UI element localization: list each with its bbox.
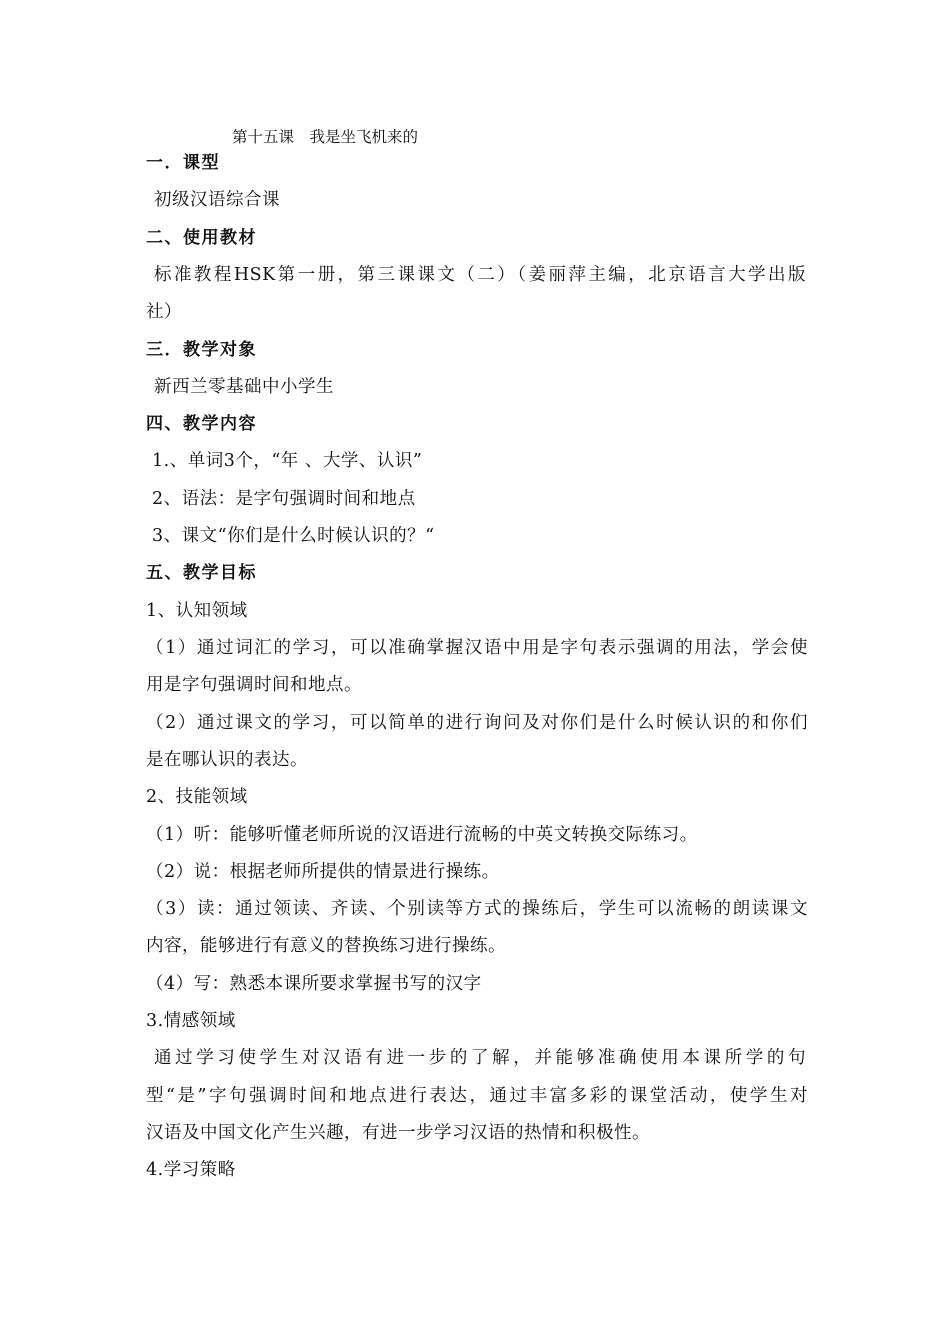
skills-reading: （3）读：通过领读、齐读、个别读等方式的操练后，学生可以流畅的朗读课文 <box>146 899 808 919</box>
skills-speaking: （2）说：根据老师所提供的情景进行操练。 <box>146 862 500 882</box>
heading-audience: 三．教学对象 <box>146 340 257 360</box>
textbook-text: 标准教程HSK第一册，第三课课文（二）（姜丽萍主编，北京语言大学出版 <box>154 265 806 285</box>
content-item-3: 3、课文“你们是什么时候认识的？“ <box>152 526 435 546</box>
subheading-cognitive: 1、认知领域 <box>146 601 248 621</box>
content-item-1: 1.、单词3个，“年 、大学、认识” <box>152 451 423 471</box>
cognitive-item-1: （1）通过词汇的学习，可以准确掌握汉语中用是字句表示强调的用法，学会使 <box>146 638 808 658</box>
heading-course-type: 一．课型 <box>146 153 220 173</box>
heading-content: 四、教学内容 <box>146 414 257 434</box>
lesson-title: 第十五课 我是坐飞机来的 <box>232 128 419 146</box>
subheading-strategy: 4.学习策略 <box>146 1160 236 1180</box>
subheading-affective: 3.情感领域 <box>146 1011 236 1031</box>
heading-textbook: 二、使用教材 <box>146 228 257 248</box>
subheading-skills: 2、技能领域 <box>146 787 248 807</box>
content-item-2: 2、语法：是字句强调时间和地点 <box>152 489 416 509</box>
textbook-text-cont: 社） <box>146 302 182 322</box>
audience-text: 新西兰零基础中小学生 <box>154 377 334 397</box>
heading-objectives: 五、教学目标 <box>146 563 257 583</box>
skills-reading-cont: 内容，能够进行有意义的替换练习进行操练。 <box>146 936 506 956</box>
affective-text-cont-2: 汉语及中国文化产生兴趣，有进一步学习汉语的热情和积极性。 <box>146 1123 650 1143</box>
affective-text-cont-1: 型“是”字句强调时间和地点进行表达，通过丰富多彩的课堂活动，使学生对 <box>146 1086 808 1106</box>
cognitive-item-2-cont: 是在哪认识的表达。 <box>146 750 308 770</box>
course-type-text: 初级汉语综合课 <box>154 190 280 210</box>
affective-text: 通过学习使学生对汉语有进一步的了解，并能够准确使用本课所学的句 <box>154 1048 806 1068</box>
cognitive-item-1-cont: 用是字句强调时间和地点。 <box>146 675 362 695</box>
skills-writing: （4）写：熟悉本课所要求掌握书写的汉字 <box>146 974 482 994</box>
skills-listening: （1）听：能够听懂老师所说的汉语进行流畅的中英文转换交际练习。 <box>146 825 698 845</box>
cognitive-item-2: （2）通过课文的学习，可以简单的进行询问及对你们是什么时候认识的和你们 <box>146 713 808 733</box>
